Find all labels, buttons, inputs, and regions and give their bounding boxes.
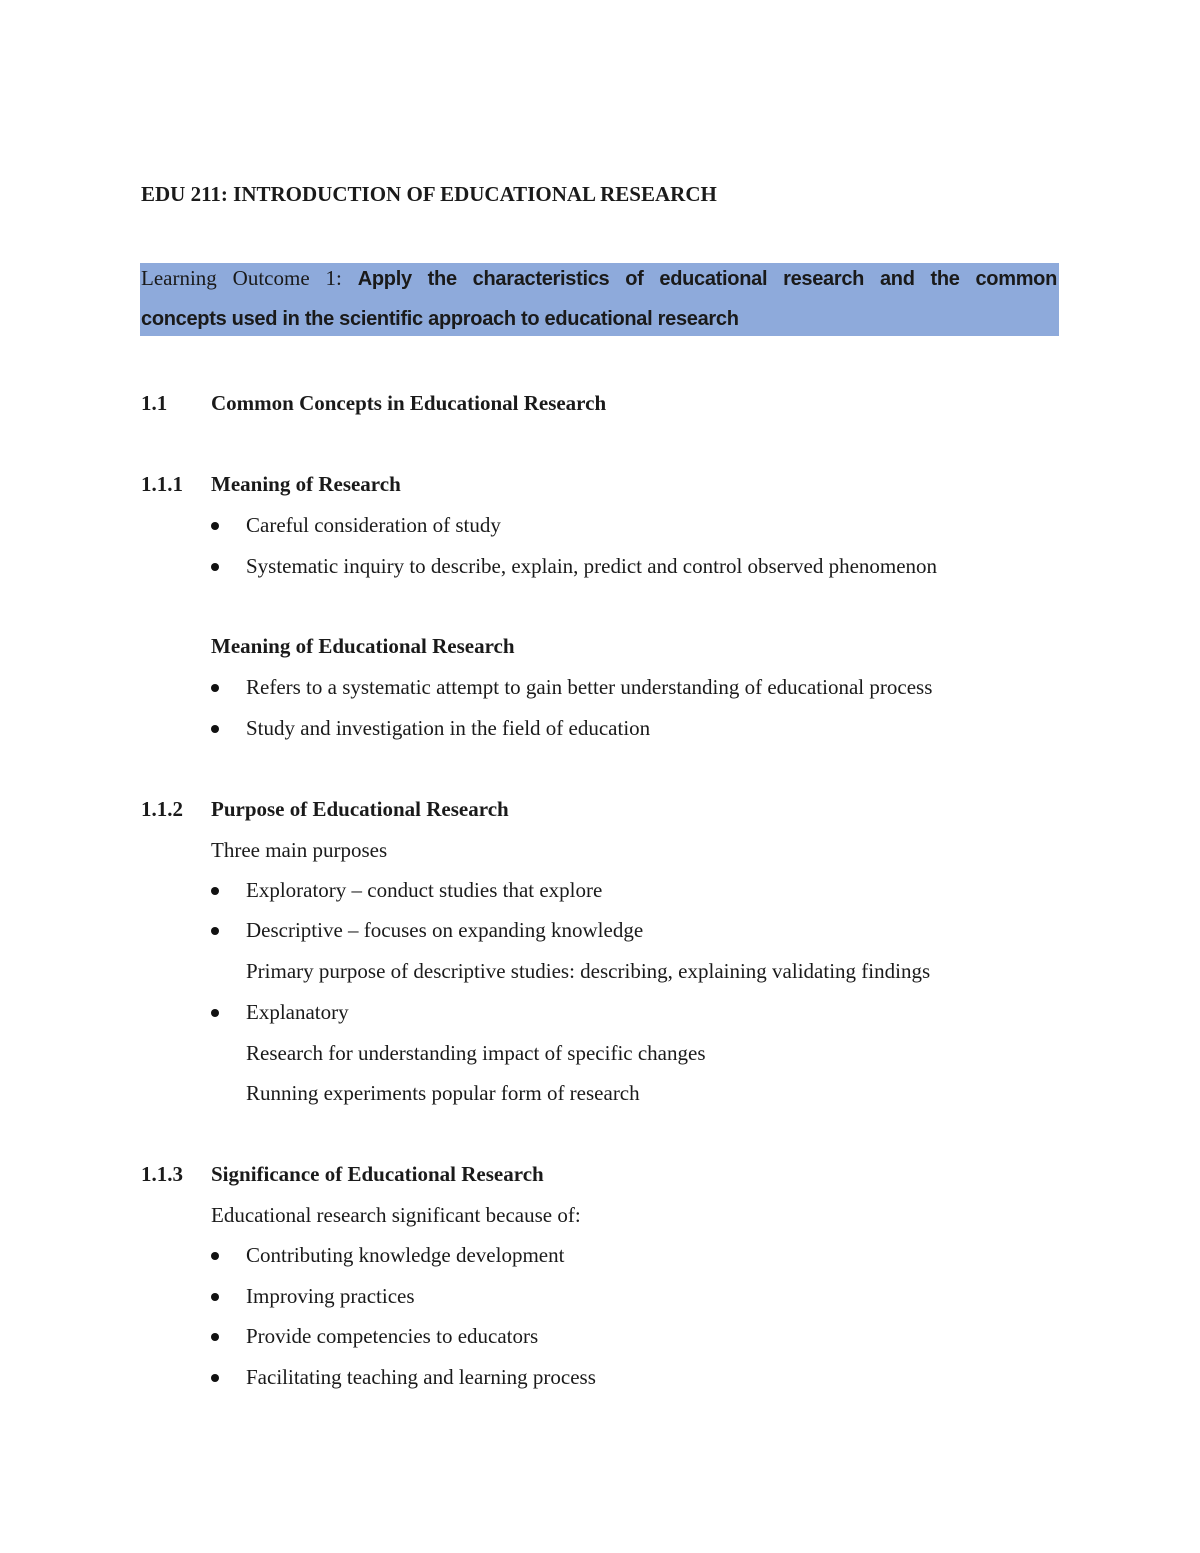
section-number: 1.1.3 xyxy=(141,1162,183,1186)
list-item-note: Running experiments popular form of research xyxy=(246,1081,640,1105)
learning-outcome-label: Learning Outcome 1: xyxy=(141,266,342,290)
list-item: Systematic inquiry to describe, explain, predict and control observed phenomenon xyxy=(246,554,938,578)
bullet-dot xyxy=(211,725,219,733)
learning-outcome-line-1 xyxy=(141,266,1057,291)
bullet-dot xyxy=(211,1252,219,1260)
list-item: Provide competencies to educators xyxy=(246,1324,539,1348)
learning-outcome-text-1: Apply the characteristics of educational research and the common xyxy=(357,268,1058,290)
section-number: 1.1.1 xyxy=(141,472,183,496)
bullet-dot xyxy=(211,1009,219,1017)
section-heading: Significance of Educational Research xyxy=(211,1162,544,1186)
list-item: Refers to a systematic attempt to gain better understanding of educational process xyxy=(246,675,933,699)
list-item: Facilitating teaching and learning process xyxy=(246,1365,596,1389)
bullet-dot xyxy=(211,1374,219,1382)
list-item: Exploratory – conduct studies that explore xyxy=(246,878,603,902)
list-item: Descriptive – focuses on expanding knowledge xyxy=(246,918,644,942)
bullet-dot xyxy=(211,563,219,571)
subsection-heading: Meaning of Educational Research xyxy=(211,634,515,658)
bullet-dot xyxy=(211,1293,219,1301)
list-item-note: Research for understanding impact of specific changes xyxy=(246,1041,706,1065)
section-intro: Educational research significant because of: xyxy=(211,1203,581,1227)
bullet-dot xyxy=(211,1333,219,1341)
section-heading: Common Concepts in Educational Research xyxy=(211,391,607,415)
bullet-dot xyxy=(211,684,219,692)
list-item: Improving practices xyxy=(246,1284,415,1308)
section-number: 1.1.2 xyxy=(141,797,183,821)
section-intro: Three main purposes xyxy=(211,838,388,862)
learning-outcome-line-2: concepts used in the scientific approach to educational research xyxy=(141,308,739,330)
list-item: Study and investigation in the field of education xyxy=(246,716,651,740)
section-number: 1.1 xyxy=(141,391,168,415)
bullet-dot xyxy=(211,927,219,935)
section-heading: Meaning of Research xyxy=(211,472,401,496)
list-item: Explanatory xyxy=(246,1000,349,1024)
list-item-note: Primary purpose of descriptive studies: describing, explaining validating findings xyxy=(246,959,931,983)
list-item: Careful consideration of study xyxy=(246,513,501,537)
section-heading: Purpose of Educational Research xyxy=(211,797,509,821)
list-item: Contributing knowledge development xyxy=(246,1243,565,1267)
bullet-dot xyxy=(211,522,219,530)
bullet-dot xyxy=(211,887,219,895)
document-title: EDU 211: INTRODUCTION OF EDUCATIONAL RESEARCH xyxy=(141,182,717,206)
